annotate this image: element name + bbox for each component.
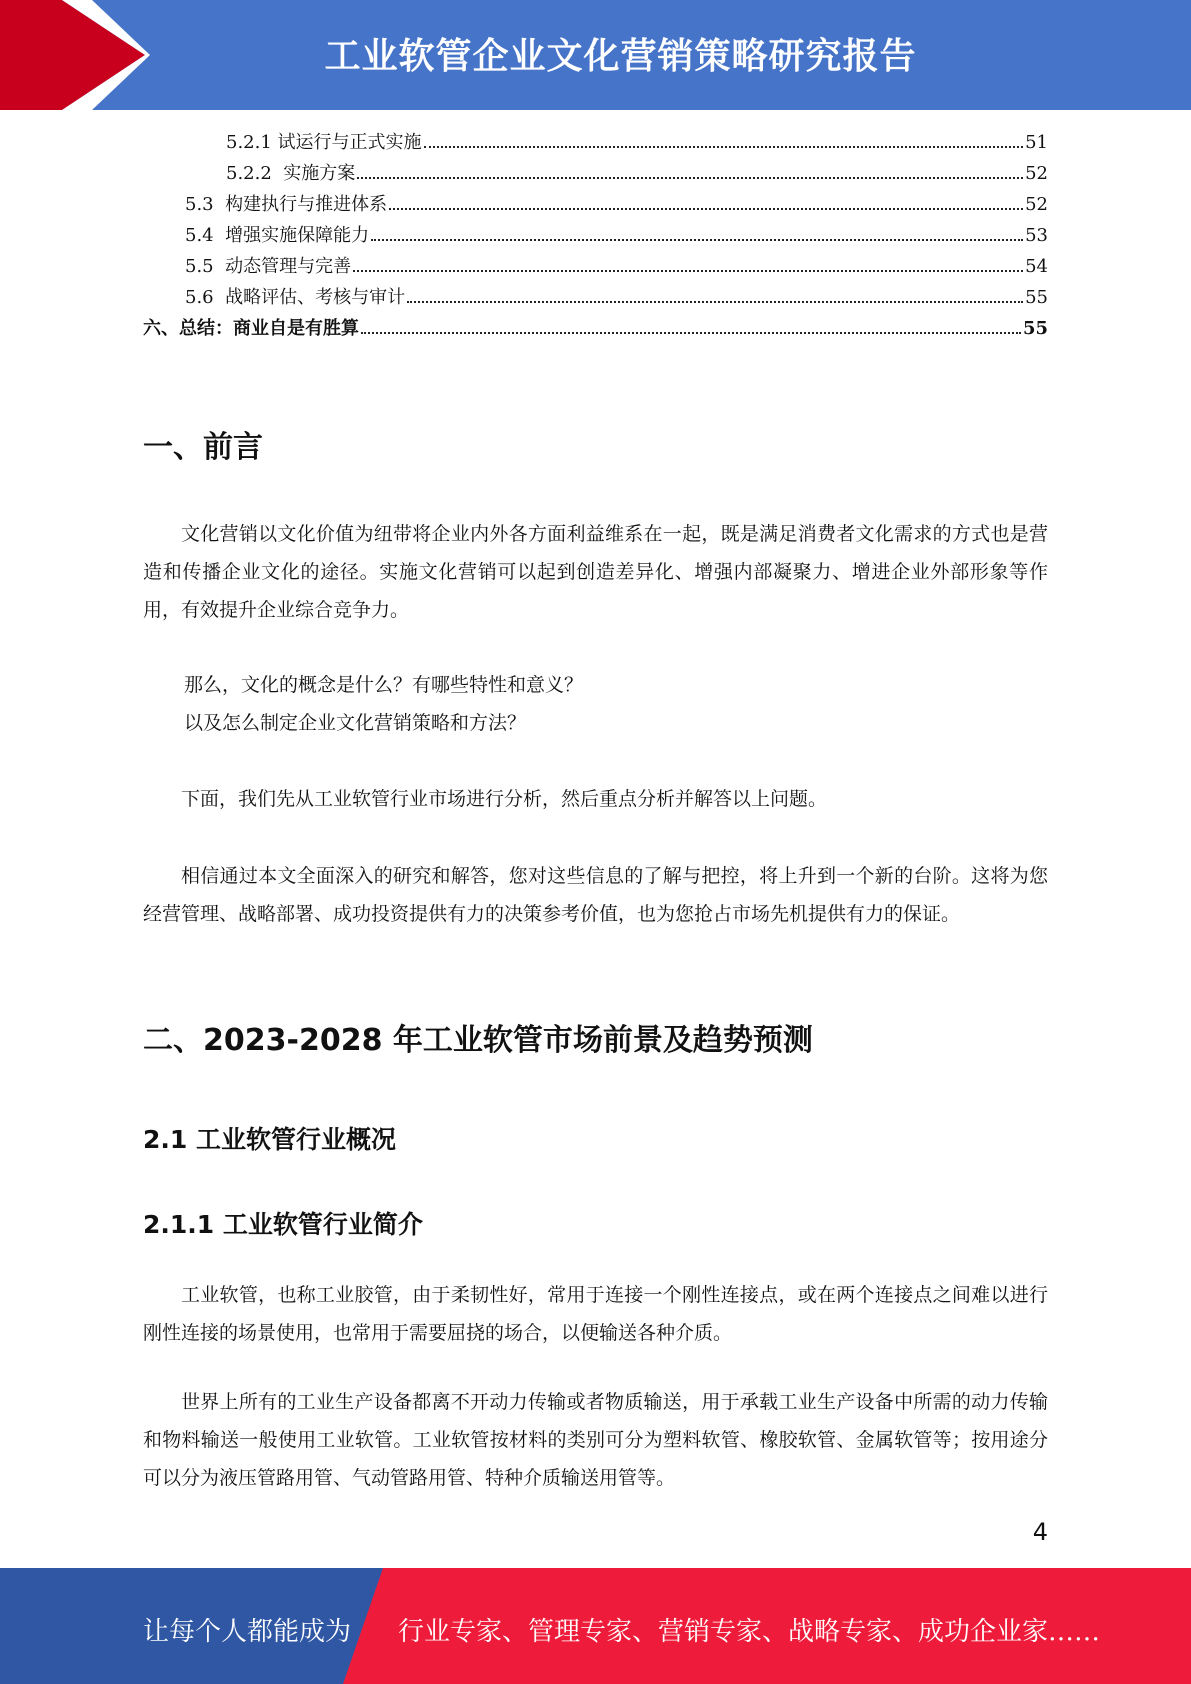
paragraph: 工业软管，也称工业胶管，由于柔韧性好，常用于连接一个刚性连接点，或在两个连接点之间难以进行刚性连接的场景使用，也常用于需要屈挠的场合，以便输送各种介质。: [143, 1284, 1048, 1344]
toc-entry-label: 5.2.1 试运行与正式实施: [226, 132, 422, 153]
toc-dot-leader: [389, 208, 1023, 210]
subsection-title-intro: 2.1.1 工业软管行业简介: [143, 1210, 423, 1239]
footer-slogan-right: 行业专家、管理专家、营销专家、战略专家、成功企业家……: [398, 1617, 1101, 1647]
paragraph: 世界上所有的工业生产设备都离不开动力传输或者物质输送，用于承载工业生产设备中所需的动力传输和物料输送一般使用工业软管。工业软管按材料的类别可分为塑料软管、橡胶软管、金属软管等；按用途分可以分为液压管路用管、气动管路用管、特种介质输送用管等。: [143, 1391, 1048, 1489]
toc-entry-label: 六、总结：商业自是有胜算: [143, 318, 359, 339]
paragraph: 下面，我们先从工业软管行业市场进行分析，然后重点分析并解答以上问题。: [181, 788, 828, 810]
toc-dot-leader: [371, 239, 1023, 241]
page-footer: [0, 1568, 1191, 1684]
toc-entry[interactable]: [143, 283, 1048, 314]
paragraph: 那么，文化的概念是什么？有哪些特性和意义？: [184, 674, 584, 696]
toc-entry-label: 5.4 增强实施保障能力: [185, 225, 370, 246]
toc-entry[interactable]: [143, 190, 1048, 221]
toc-entry-page: 55: [1022, 318, 1048, 339]
toc-entry-page: 51: [1025, 132, 1048, 153]
toc-entry-label: 5.2.2 实施方案: [226, 163, 356, 184]
toc-entry-page: 53: [1025, 225, 1048, 246]
toc-dot-leader: [357, 177, 1023, 179]
toc-entry-page: 52: [1025, 194, 1048, 215]
toc-entry-label: 5.5 动态管理与完善: [185, 256, 352, 277]
page-header: [0, 0, 1191, 110]
report-title: 工业软管企业文化营销策略研究报告: [324, 36, 917, 77]
toc-entry[interactable]: [143, 128, 1048, 159]
section-title-preface: 一、前言: [143, 430, 263, 465]
section-title-market: 二、2023-2028 年工业软管市场前景及趋势预测: [143, 1023, 813, 1058]
toc-entry-page: 54: [1025, 256, 1048, 277]
toc-dot-leader: [353, 270, 1023, 272]
paragraph: 以及怎么制定企业文化营销策略和方法？: [184, 712, 527, 734]
toc-entry-label: 5.6 战略评估、考核与审计: [185, 287, 406, 308]
paragraph: 文化营销以文化价值为纽带将企业内外各方面利益维系在一起，既是满足消费者文化需求的方式也是营造和传播企业文化的途径。实施文化营销可以起到创造差异化、增强内部凝聚力、增进企业外部形象等作用，有效提升企业综合竞争力。: [143, 523, 1048, 621]
table-of-contents: [143, 128, 1048, 345]
page-number: 4: [1032, 1518, 1048, 1546]
toc-entry[interactable]: [143, 159, 1048, 190]
toc-entry-page: 52: [1025, 163, 1048, 184]
toc-dot-leader: [407, 301, 1023, 303]
toc-entry-page: 55: [1025, 287, 1048, 308]
toc-dot-leader: [361, 332, 1021, 334]
paragraph: 相信通过本文全面深入的研究和解答，您对这些信息的了解与把控，将上升到一个新的台阶。这将为您经营管理、战略部署、成功投资提供有力的决策参考价值，也为您抢占市场先机提供有力的保证。: [143, 865, 1048, 925]
footer-slogan-left: 让每个人都能成为: [143, 1617, 352, 1647]
toc-dot-leader: [424, 146, 1024, 148]
toc-entry[interactable]: [143, 221, 1048, 252]
toc-entry[interactable]: [143, 314, 1048, 345]
toc-entry[interactable]: [143, 252, 1048, 283]
toc-entry-label: 5.3 构建执行与推进体系: [185, 194, 388, 215]
subsection-title-overview: 2.1 工业软管行业概况: [143, 1125, 396, 1154]
